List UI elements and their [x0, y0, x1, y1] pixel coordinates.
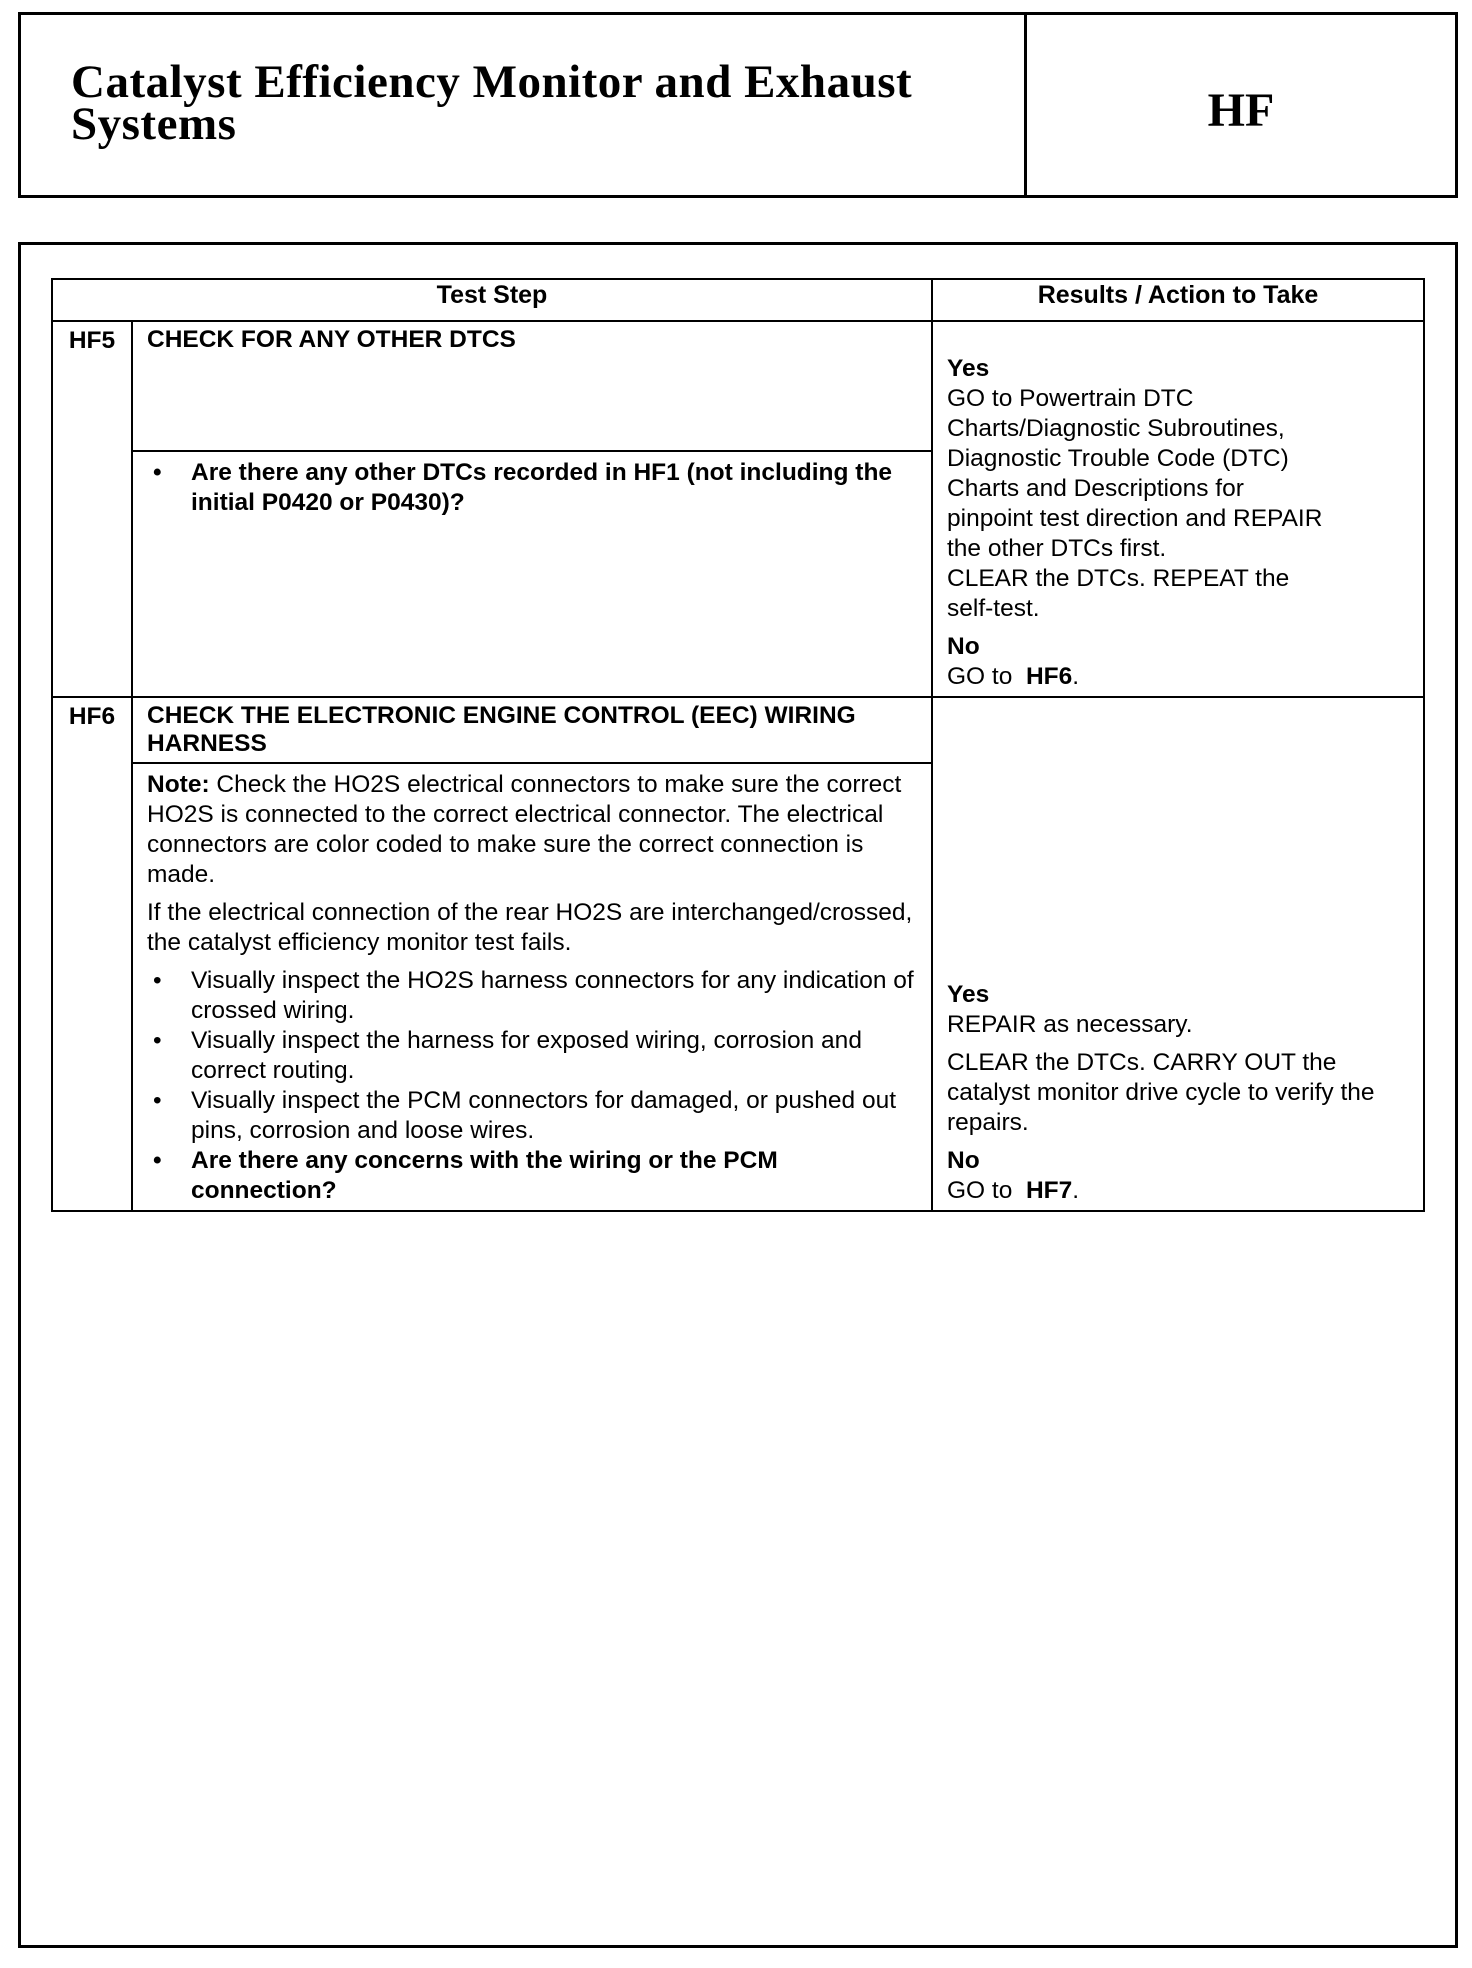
- step-bullet: [147, 1086, 921, 1146]
- bullet-icon: •: [153, 1087, 162, 1114]
- result-no-prefix: GO to: [947, 1177, 1013, 1204]
- step-body: [132, 451, 932, 697]
- page-title-line-1: Catalyst Efficiency Monitor and Exhaust: [71, 56, 913, 108]
- result-no-line: [947, 1176, 1411, 1206]
- result-yes-line: Charts and Descriptions for: [947, 475, 1244, 502]
- result-yes-line: CLEAR the DTCs. CARRY OUT the catalyst monitor drive cycle to verify the repairs.: [947, 1049, 1375, 1136]
- step-hf6-title-row: [52, 697, 1424, 763]
- table-header-row: [52, 279, 1424, 321]
- step-question-text: Are there any other DTCs recorded in HF1 (not including the initial P0420 or P0430)?: [191, 458, 893, 516]
- result-no-label: No: [947, 633, 980, 660]
- result-no-line: [947, 662, 1411, 692]
- result-no-target-link[interactable]: HF7: [1025, 1177, 1073, 1204]
- step-bullet-text: Visually inspect the HO2S harness connectors for any indication of crossed wiring.: [191, 967, 914, 1024]
- result-yes-line: the other DTCs first.: [947, 535, 1167, 562]
- step-bullet: [147, 966, 921, 1026]
- result-yes-line: Diagnostic Trouble Code (DTC): [947, 445, 1289, 472]
- step-hf5-results: [932, 321, 1424, 697]
- step-question: [147, 458, 921, 518]
- step-hf6-results: [932, 697, 1424, 1211]
- step-title: CHECK FOR ANY OTHER DTCS: [132, 321, 932, 451]
- step-question-text: Are there any concerns with the wiring or the PCM connection?: [191, 1147, 778, 1204]
- step-title: CHECK THE ELECTRONIC ENGINE CONTROL (EEC) WIRING HARNESS: [132, 697, 932, 763]
- bullet-icon: •: [153, 1027, 162, 1054]
- step-bullet-text: Visually inspect the harness for exposed wiring, corrosion and correct routing.: [191, 1027, 862, 1084]
- result-yes-line: Charts/Diagnostic Subroutines,: [947, 415, 1285, 442]
- bullet-icon: •: [153, 458, 162, 486]
- column-header-test-step: Test Step: [52, 279, 932, 321]
- step-hf5-title-row: [52, 321, 1424, 451]
- step-id: HF6: [52, 697, 132, 763]
- note-label: Note:: [147, 771, 210, 798]
- result-no-suffix: .: [1072, 663, 1080, 690]
- step-id: HF5: [52, 321, 132, 451]
- bullet-icon: •: [153, 967, 162, 994]
- result-yes-label: Yes: [947, 981, 990, 1008]
- step-bullet-text: Visually inspect the PCM connectors for damaged, or pushed out pins, corrosion and loose wires.: [191, 1087, 896, 1144]
- section-code: HF: [1207, 83, 1275, 137]
- step-paragraph: If the electrical connection of the rear HO2S are interchanged/crossed, the catalyst efficiency monitor test fails.: [147, 899, 913, 956]
- step-note: [147, 770, 921, 890]
- result-no-target-link[interactable]: HF6: [1025, 663, 1073, 690]
- result-yes-line: REPAIR as necessary.: [947, 1011, 1193, 1038]
- bullet-icon: •: [153, 1147, 162, 1174]
- test-step-table: [51, 278, 1425, 1212]
- result-yes-line: self-test.: [947, 595, 1040, 622]
- result-no-label: No: [947, 1147, 980, 1174]
- page-header: [18, 12, 1458, 198]
- result-yes-line: GO to Powertrain DTC: [947, 385, 1194, 412]
- column-header-results: Results / Action to Take: [932, 279, 1424, 321]
- step-bullet: [147, 1026, 921, 1086]
- page-title-line-2: Systems: [71, 98, 237, 150]
- note-text: Check the HO2S electrical connectors to make sure the correct HO2S is connected to the correct electrical connector. The electrical connectors are color coded to make sure the correct connection is made.: [147, 771, 902, 888]
- result-no-prefix: GO to: [947, 663, 1013, 690]
- result-yes-label: Yes: [947, 355, 990, 382]
- step-bullet-list: [147, 458, 921, 518]
- step-body: [132, 763, 932, 1211]
- step-id-blank: [52, 763, 132, 1211]
- step-question: [147, 1146, 921, 1206]
- result-no-suffix: .: [1072, 1177, 1080, 1204]
- page-title: [21, 15, 1027, 195]
- step-bullet-list: [147, 966, 921, 1206]
- result-yes-line: CLEAR the DTCs. REPEAT the: [947, 565, 1290, 592]
- step-id-blank: [52, 451, 132, 697]
- result-yes-line: pinpoint test direction and REPAIR: [947, 505, 1323, 532]
